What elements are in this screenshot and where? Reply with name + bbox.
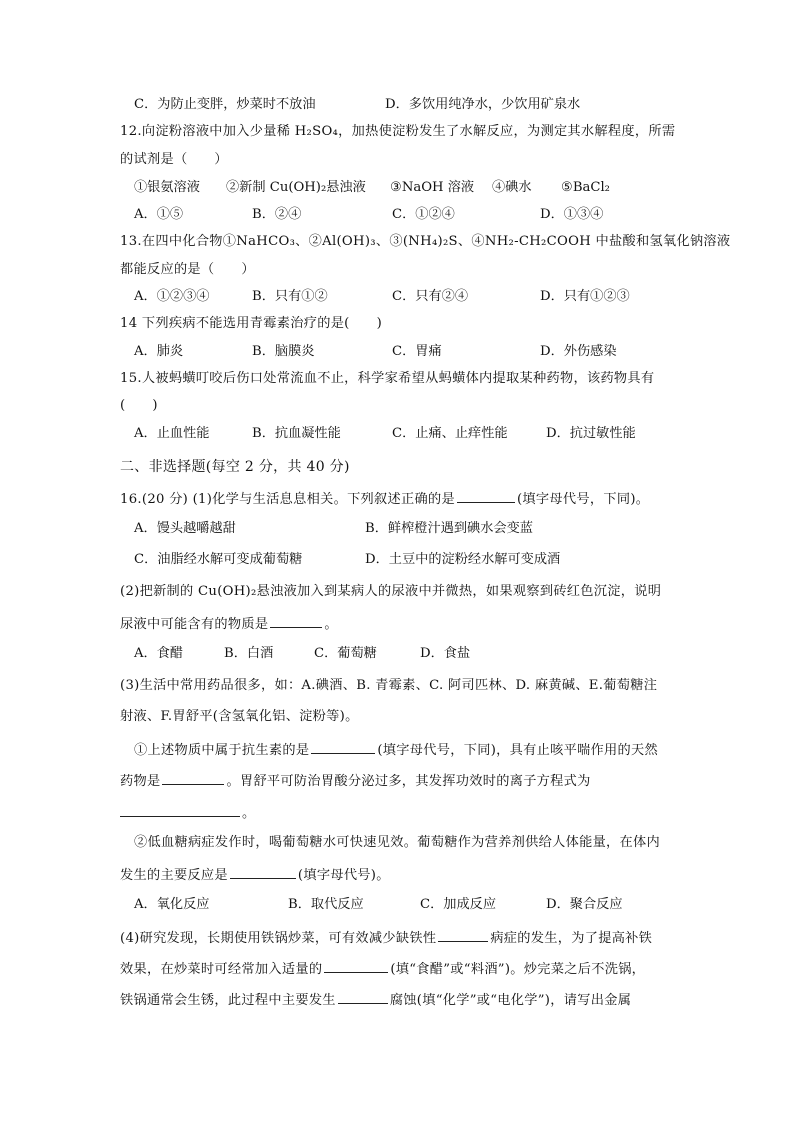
q15-option-c: C．止痛、止痒性能: [392, 426, 508, 441]
q15-stem-line1: 15.人被蚂蟥叮咬后伤口处常流血不止，科学家希望从蚂蟥体内提取某种药物，该药物具有: [120, 371, 655, 386]
q14-option-c: C．胃痛: [392, 344, 442, 359]
q16-part3b-line2: [120, 866, 390, 884]
q16-part2-option-b: B．白酒: [224, 646, 274, 661]
q13-option-a: A．①②③④: [134, 289, 210, 304]
q12-stem-line1: 12.向淀粉溶液中加入少量稀 H₂SO₄，加热使淀粉发生了水解反应，为测定其水解程度，所需: [120, 124, 676, 139]
q16-part3a-line2: [120, 772, 591, 790]
q16-part1-text-b: (填字母代号，下同)。: [516, 492, 650, 507]
q16-part3-stem-line1: (3)生活中常用药品很多，如：A.碘酒、B. 青霉素、C. 阿司匹林、D. 麻黄碱、E.葡萄糖注: [120, 678, 658, 693]
q12-stem-line2: 的试剂是（ ）: [120, 152, 228, 167]
q16-part1-text-a: 16.(20 分) (1)化学与生活息息相关。下列叙述正确的是: [120, 492, 455, 507]
q16-part4-text-e: 铁锅通常会生锈，此过程中主要发生: [120, 993, 336, 1008]
q13-stem-line1: 13.在四中化合物①NaHCO₃、②Al(OH)₃、③(NH₄)₂S、④NH₂-CH₂COOH 中盐酸和氢氧化钠溶液: [120, 234, 731, 249]
q15-option-b: B．抗血凝性能: [252, 426, 341, 441]
q16-part2-stem-line2: [120, 615, 338, 633]
q16-part3b-option-b: B．取代反应: [288, 897, 364, 912]
q12-option-d: D．①③④: [540, 207, 604, 222]
q16-part1-option-a: A．馒头越嚼越甜: [134, 521, 236, 536]
q16-part2-option-c: C．葡萄糖: [314, 646, 377, 661]
q14-stem: 14 下列疾病不能选用青霉素治疗的是( ): [120, 316, 383, 331]
q16-part2-option-d: D．食盐: [420, 646, 471, 661]
q16-part2-blank[interactable]: [270, 615, 322, 628]
q12-reagent-1: ①银氨溶液: [134, 180, 200, 195]
q16-part2-option-a: A．食醋: [134, 646, 184, 661]
q16-part4-text-b: 病症的发生，为了提高补铁: [490, 931, 653, 946]
q16-part3a-line3: [120, 804, 256, 822]
q16-part4-text-c: 效果，在炒菜时可经常加入适量的: [120, 962, 323, 977]
q12-reagent-5: ⑤BaCl₂: [561, 180, 610, 195]
q12-reagent-3: ③NaOH 溶液: [390, 180, 475, 195]
q11-option-c: C．为防止变胖，炒菜时不放油: [134, 97, 316, 112]
q16-part3b-option-d: D．聚合反应: [546, 897, 623, 912]
q16-part3b-option-a: A．氧化反应: [134, 897, 210, 912]
q16-part3b-blank[interactable]: [230, 866, 296, 879]
q15-stem-line2: ( ): [120, 398, 158, 413]
q14-option-d: D．外伤感染: [540, 344, 617, 359]
q16-part4-text-a: (4)研究发现，长期使用铁锅炒菜，可有效减少缺铁性: [120, 931, 437, 946]
q13-stem-line2: 都能反应的是（ ）: [120, 262, 255, 277]
q16-part3a-text-e: 。: [242, 806, 256, 821]
q16-part1-option-c: C．油脂经水解可变成葡萄糖: [134, 552, 303, 567]
q16-part1-option-b: B．鲜榨橙汁遇到碘水会变蓝: [365, 521, 533, 536]
q12-reagent-2: ②新制 Cu(OH)₂悬浊液: [226, 180, 366, 195]
q16-part3b-line1: ②低血糖病症发作时，喝葡萄糖水可快速见效。葡萄糖作为营养剂供给人体能量，在体内: [134, 835, 661, 850]
q16-part4-blank1[interactable]: [438, 929, 488, 942]
q16-part1-blank[interactable]: [457, 490, 515, 503]
q13-option-c: C．只有②④: [392, 289, 469, 304]
q16-part3a-text-c: 药物是: [120, 774, 161, 789]
q16-part1-stem: [120, 490, 649, 508]
q12-option-b: B．②④: [252, 207, 302, 222]
q16-part4-line1: [120, 929, 652, 947]
q12-option-a: A．①⑤: [134, 207, 184, 222]
q16-part4-line3: [120, 991, 631, 1009]
q13-option-d: D．只有①②③: [540, 289, 630, 304]
q16-part4-blank3[interactable]: [338, 991, 388, 1004]
q16-part3a-blank3[interactable]: [120, 804, 240, 817]
q16-part3a-line1: [134, 741, 658, 759]
q12-option-c: C．①②④: [392, 207, 455, 222]
q16-part3b-text-a: 发生的主要反应是: [120, 868, 228, 883]
q15-option-d: D．抗过敏性能: [546, 426, 636, 441]
q16-part3a-text-d: 。胃舒平可防治胃酸分泌过多，其发挥功效时的离子方程式为: [226, 774, 591, 789]
q16-part3a-blank2[interactable]: [162, 772, 224, 785]
q16-part2-stem-line1: (2)把新制的 Cu(OH)₂悬浊液加入到某病人的尿液中并微热，如果观察到砖红色沉淀，说明: [120, 584, 662, 599]
q11-option-d: D．多饮用纯净水，少饮用矿泉水: [385, 97, 581, 112]
q16-part3b-text-b: (填字母代号)。: [297, 868, 390, 883]
q13-option-b: B．只有①②: [252, 289, 328, 304]
q14-option-a: A．肺炎: [134, 344, 184, 359]
q16-part4-text-d: (填“食醋”或“料酒”)。炒完菜之后不洗锅，: [390, 962, 646, 977]
q16-part2-text-a: 尿液中可能含有的物质是: [120, 617, 269, 632]
q16-part3-stem-line2: 射液、F.胃舒平(含氢氧化铝、淀粉等)。: [120, 709, 359, 724]
q15-option-a: A．止血性能: [134, 426, 210, 441]
q16-part4-blank2[interactable]: [324, 960, 388, 973]
section-title: 二、非选择题(每空 2 分，共 40 分): [120, 459, 350, 475]
q16-part2-text-b: 。: [324, 617, 338, 632]
q16-part3a-text-a: ①上述物质中属于抗生素的是: [134, 743, 310, 758]
q14-option-b: B．脑膜炎: [252, 344, 315, 359]
q12-reagent-4: ④碘水: [492, 180, 532, 195]
q16-part1-option-d: D．土豆中的淀粉经水解可变成酒: [365, 552, 561, 567]
q16-part3a-text-b: (填字母代号，下同)，具有止咳平喘作用的天然: [377, 743, 658, 758]
q16-part4-line2: [120, 960, 645, 978]
q16-part3b-option-c: C．加成反应: [420, 897, 497, 912]
q16-part3a-blank1[interactable]: [311, 741, 375, 754]
q16-part4-text-f: 腐蚀(填“化学”或“电化学”)，请写出金属: [389, 993, 632, 1008]
